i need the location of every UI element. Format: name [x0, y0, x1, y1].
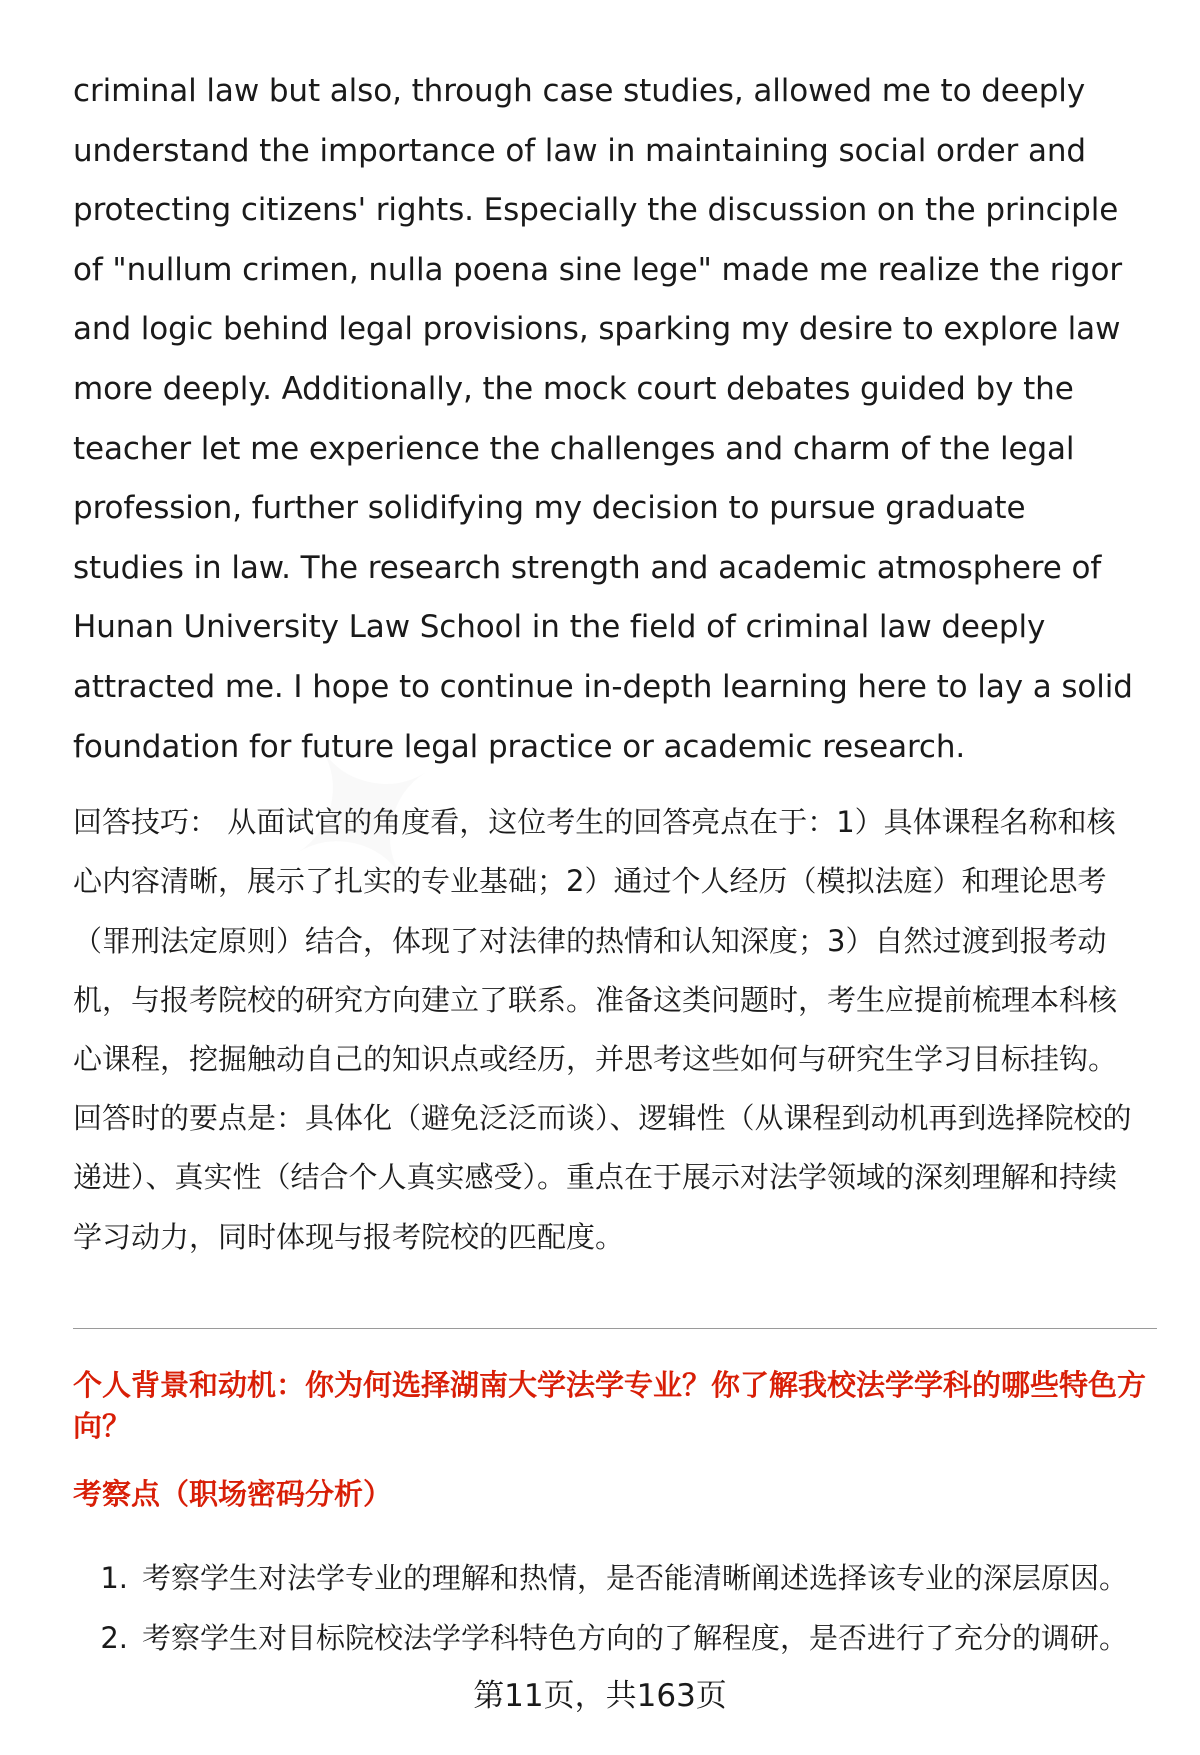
- assessment-points-list: [73, 1548, 1163, 1668]
- assessment-points-heading: 考察点（职场密码分析）: [73, 1477, 393, 1511]
- list-item-text: 考察学生对法学专业的理解和热情，是否能清晰阐述选择该专业的深层原因。: [142, 1561, 1129, 1595]
- list-item: [73, 1548, 1163, 1608]
- answer-tips-paragraph: 回答技巧： 从面试官的角度看，这位考生的回答亮点在于：1）具体课程名称和核心内容清晰，展示了扎实的专业基础；2）通过个人经历（模拟法庭）和理论思考（罪刑法定原则）结合，体现了对法律的热情和认知深度；3）自然过渡到报考动机，与报考院校的研究方向建立了联系。准备这类问题时，考生应提前梳理本科核心课程，挖掘触动自己的知识点或经历，并思考这些如何与研究生学习目标挂钩。回答时的要点是：具体化（避免泛泛而谈）、逻辑性（从课程到动机再到选择院校的递进）、真实性（结合个人真实感受）。重点在于展示对法学领域的深刻理解和持续学习动力，同时体现与报考院校的匹配度。: [73, 805, 1132, 1254]
- list-item-number: 2.: [100, 1621, 128, 1655]
- list-item-number: 1.: [100, 1561, 128, 1595]
- english-answer-paragraph: criminal law but also, through case studies, allowed me to deeply understand the importance of law in maintaining social order and protecting citizens' rights. Especially the discussion on the principle of "nullum crimen, nulla poena sine lege" made me realize the rigor and logic behind legal provisions, sparking my desire to explore law more deeply. Additionally, the mock court debates guided by the teacher let me experience the challenges and charm of the legal profession, further solidifying my decision to pursue graduate studies in law. The research strength and academic atmosphere of Hunan University Law School in the field of criminal law deeply attracted me. I hope to continue in-depth learning here to lay a solid foundation for future legal practice or academic research.: [73, 73, 1133, 765]
- list-item-text: 考察学生对目标院校法学学科特色方向的了解程度，是否进行了充分的调研。: [142, 1621, 1129, 1655]
- main-content: [73, 62, 1143, 1267]
- page-number: 第11页，共163页: [473, 1678, 727, 1714]
- watermark: ✦: [230, 673, 497, 960]
- section-divider: [73, 1328, 1157, 1329]
- list-item: [73, 1608, 1163, 1668]
- question-heading: 个人背景和动机：你为何选择湖南大学法学专业？你了解我校法学学科的哪些特色方向？: [73, 1368, 1147, 1443]
